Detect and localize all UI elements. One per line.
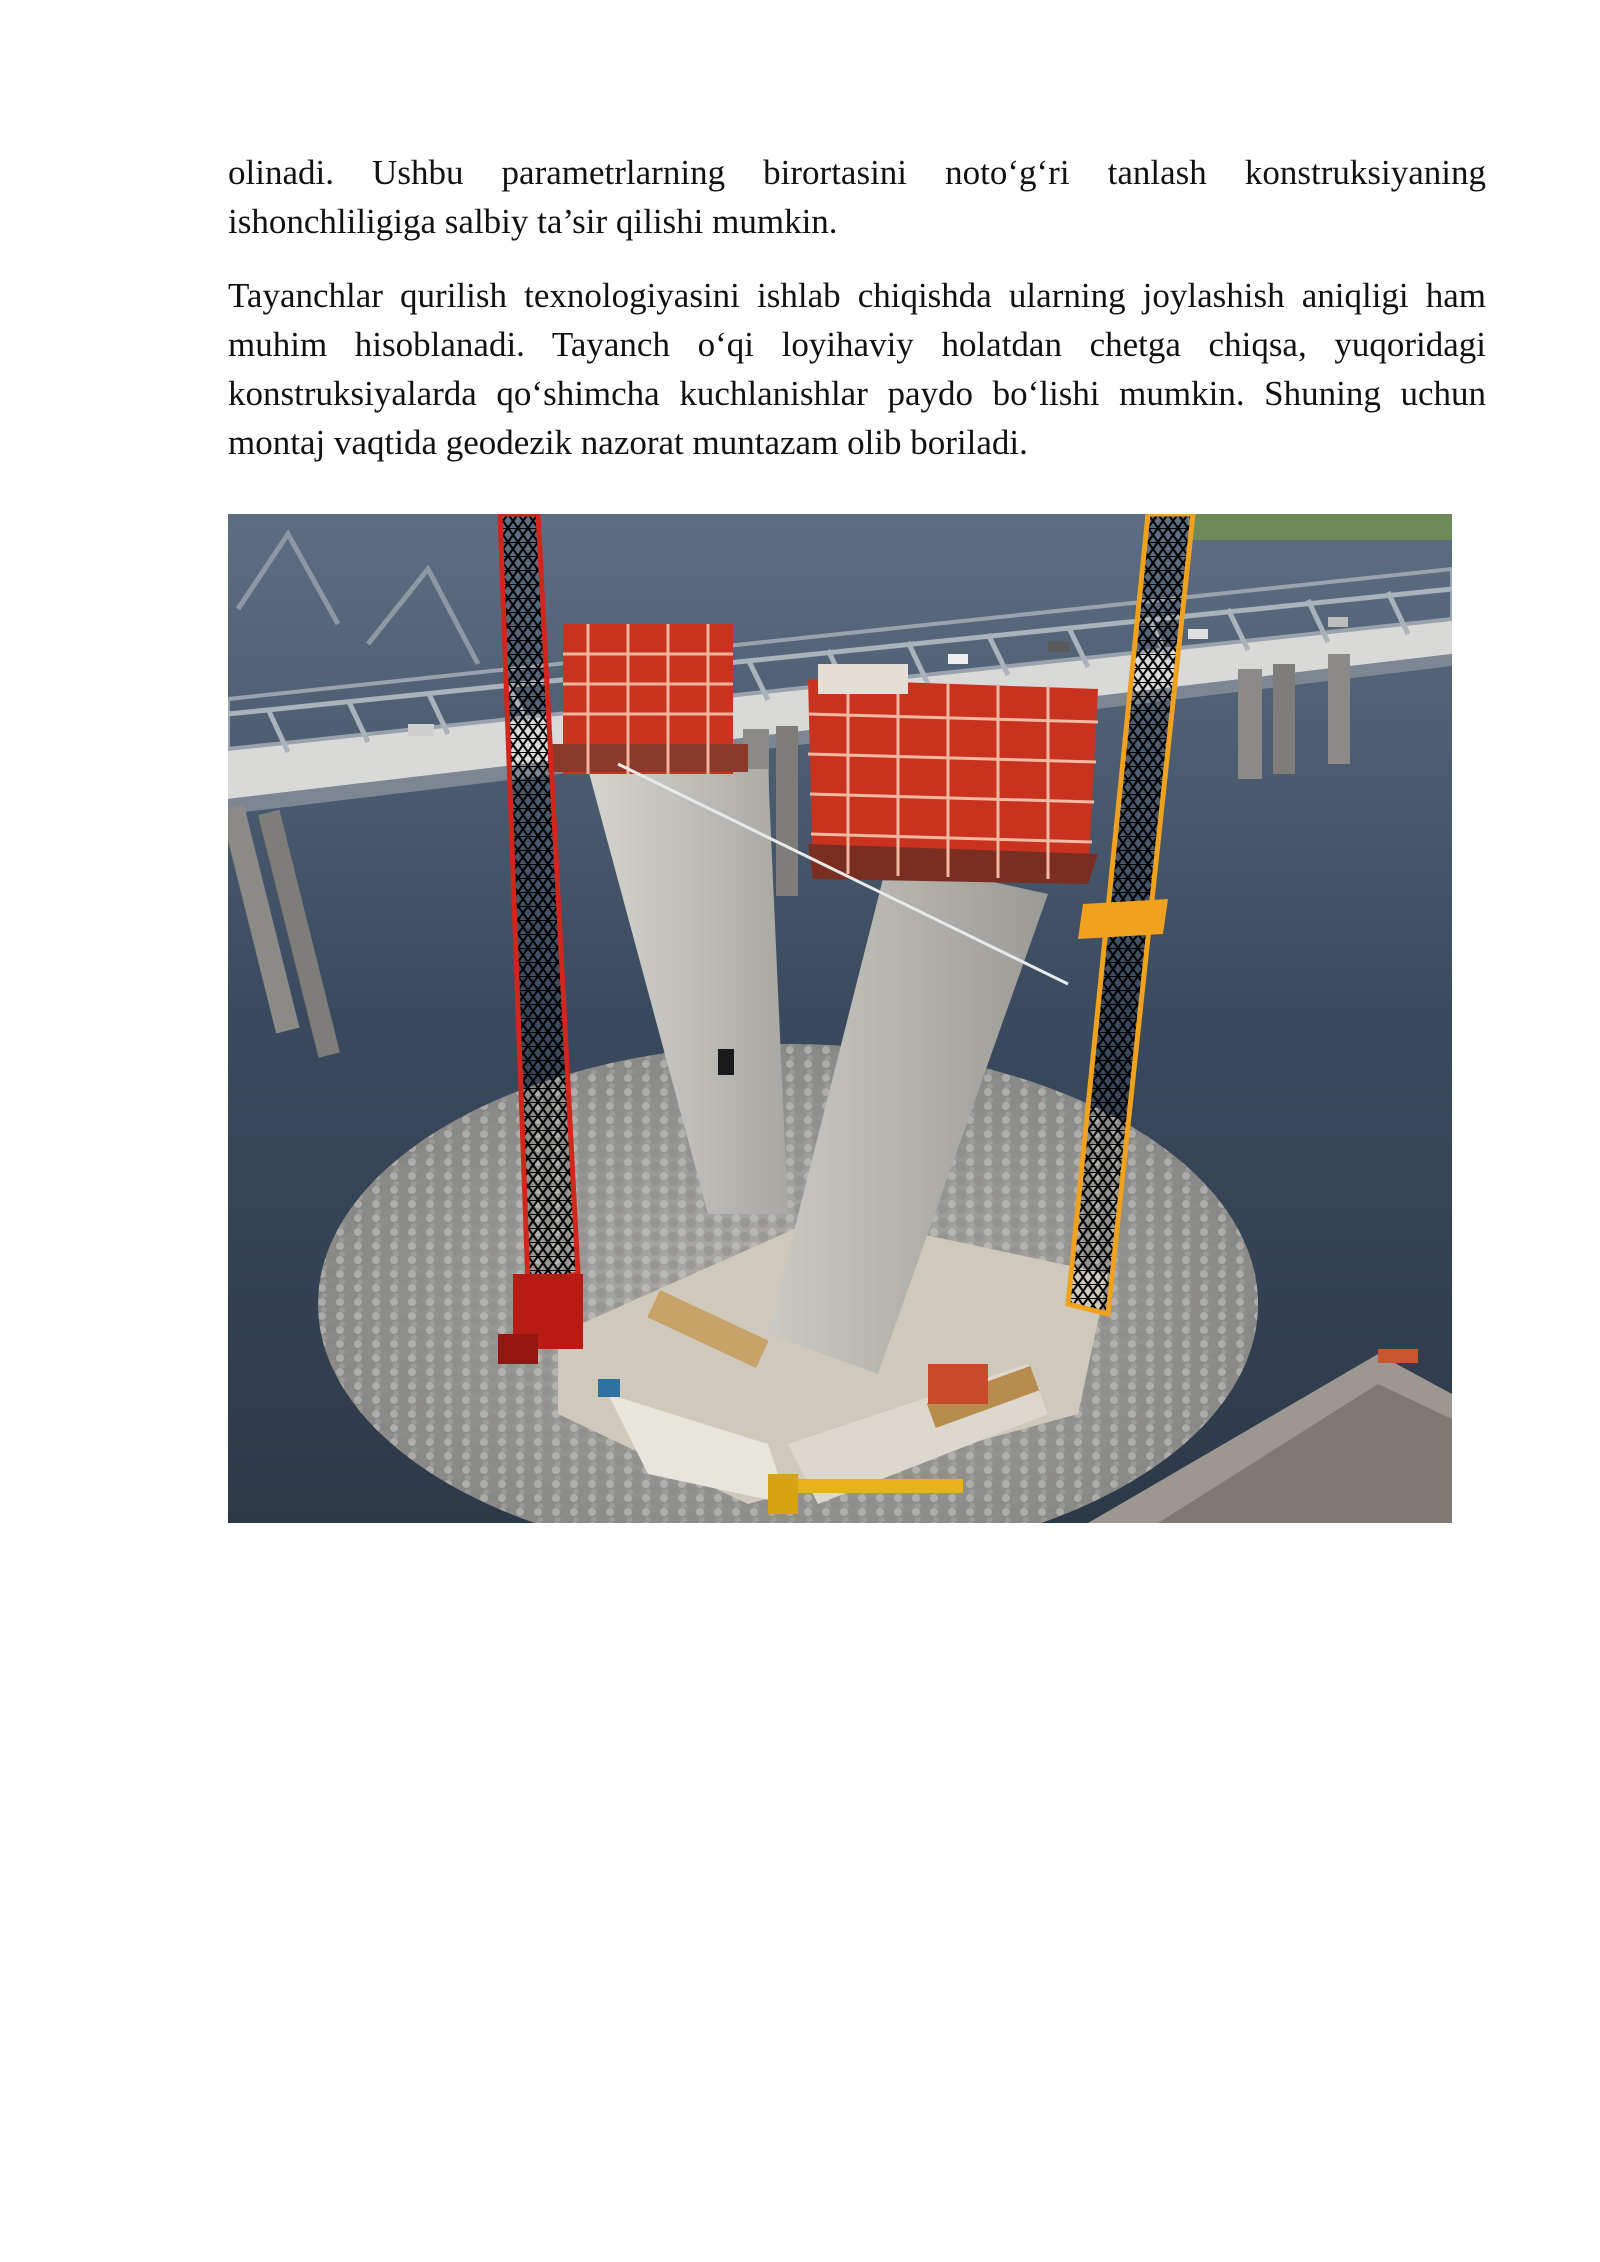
- equipment-box: [928, 1364, 988, 1404]
- body-text: [228, 148, 1486, 492]
- bridge-pylon-construction-photo: [228, 514, 1452, 1523]
- paragraph-2: Tayanchlar qurilish texnologiyasini ishlab chiqishda ularning joylashish aniqligi ham muhim hisoblanadi. Tayanch o‘qi loyihaviy holatdan chetga chiqsa, yuqoridagi konstruksiyalarda qo‘shimcha kuchlanishlar paydo bo‘lishi mumkin. Shuning uchun montaj vaqtida geodezik nazorat muntazam olib boriladi.: [228, 276, 1486, 462]
- boom-lift: [783, 1479, 963, 1493]
- paragraph-1: olinadi. Ushbu parametrlarning birortasini noto‘g‘ri tanlash konstruksiyaning ishonchliligiga salbiy ta’sir qilishi mumkin.: [228, 153, 1486, 241]
- far-shore: [1188, 514, 1452, 540]
- climbing-formwork-right: [808, 664, 1098, 884]
- climbing-formwork-left: [548, 624, 748, 774]
